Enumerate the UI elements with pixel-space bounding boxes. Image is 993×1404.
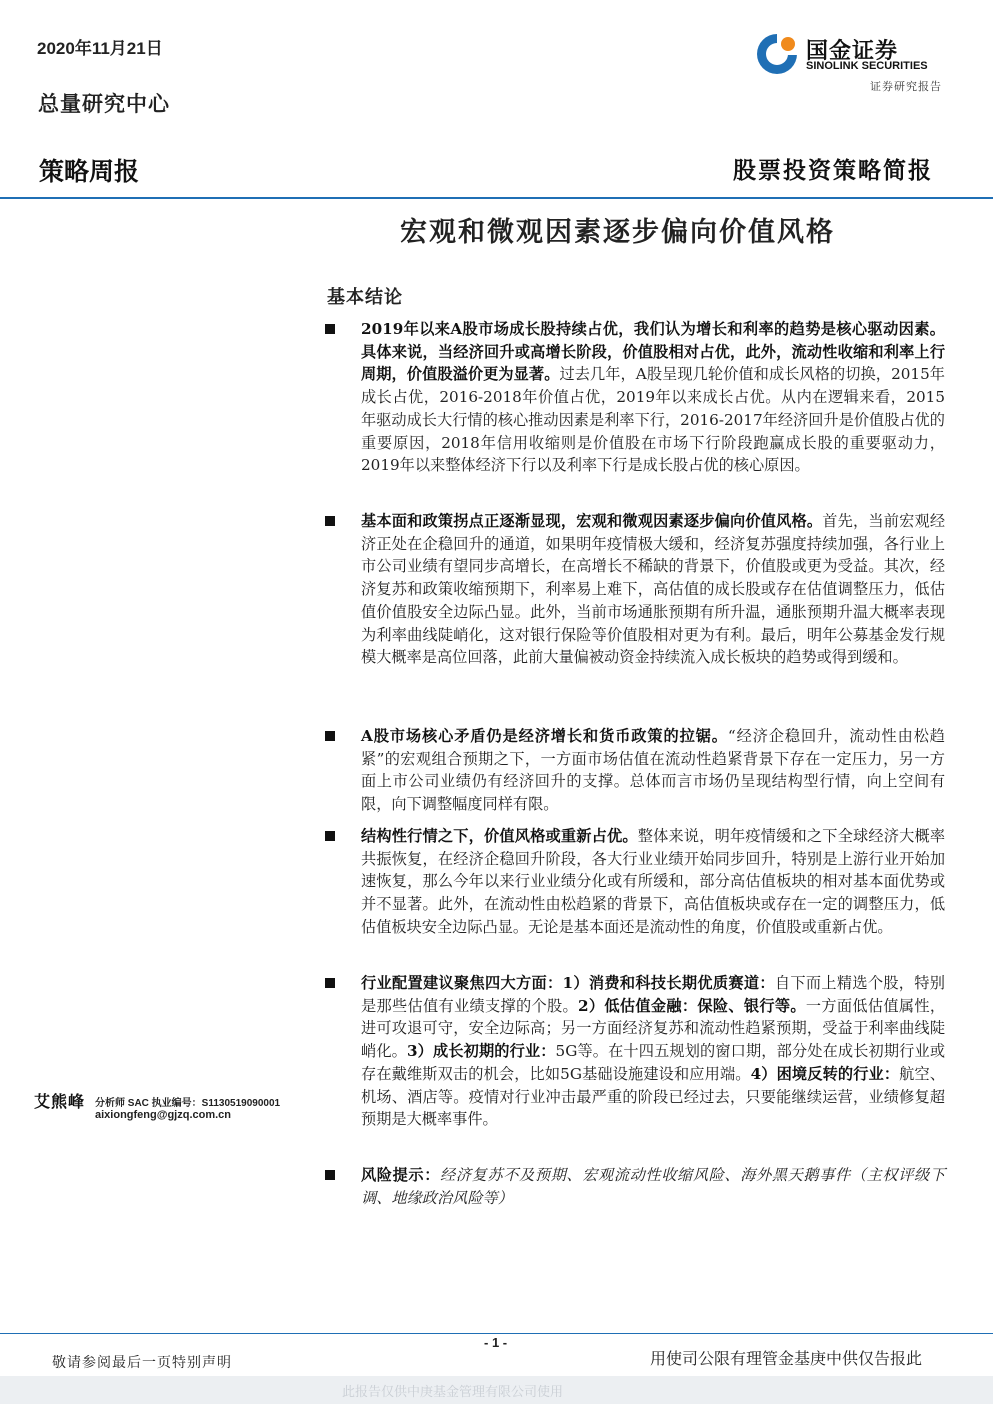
bullet-marker <box>325 831 335 841</box>
bullet-marker <box>325 978 335 988</box>
bullet-body: 首先，当前宏观经济正处在企稳回升的通道，如果明年疫情极大缓和，经济复苏强度持续加强，各行业上市公司业绩有望同步高增长，在高增长不稀缺的背景下，价值股或更为受益。其次，经济复苏和政策收缩预期下，利率易上难下，高估值的成长股或存在估值调整压力，低估值价值股安全边际凸显。此外，当前市场通胀预期有所升温，通胀预期升温大概率表现为利率曲线陡峭化，这对银行保险等价值股相对更为有利。最后，明年公募基金发行规模大概率是高位回落，此前大量偏被动资金持续流入成长板块的趋势或得到缓和。 <box>361 512 946 667</box>
report-title: 宏观和微观因素逐步偏向价值风格 <box>400 217 835 248</box>
bullet-bold: 4）困境反转的行业： <box>750 1064 900 1083</box>
report-date: 2020年11月21日 <box>37 39 163 58</box>
bullet-item <box>325 318 945 477</box>
page-number: - 1 - <box>484 1335 508 1350</box>
bullet-text <box>361 318 945 477</box>
bullet-item <box>325 825 945 939</box>
risk-text: 经济复苏不及预期、宏观流动性收缩风险、海外黑天鹅事件（主权评级下调、地缘政治风险等） <box>361 1166 946 1207</box>
bullet-marker <box>325 516 335 526</box>
bullet-body: 过去几年，A股呈现几轮价值和成长风格的切换，2015年成长占优，2016-2018年价值占优，2019年以来成长占优。从内在逻辑来看，2015年驱动成长大行情的核心推动因素是利率下行，2016-2017年经济回升是价值股占优的重要原因，2018年信用收缩则是价值股在市场下行阶段跑赢成长股的重要驱动力，2019年以来整体经济下行以及利率下行是成长股占优的核心原因。 <box>361 365 945 475</box>
bullet-bold: 结构性行情之下，价值风格或重新占优。 <box>361 827 638 845</box>
bullet-body: “经济企稳回升，流动性由松趋紧”的宏观组合预期之下，一方面市场估值在流动性趋紧背景下存在一定压力，另一方面上市公司业绩仍有经济回升的支撑。总体而言市场仍呈现结构型行情，向上空间有限，向下调整幅度同样有限。 <box>361 727 945 814</box>
author-credential: 分析师 SAC 执业编号：S1130519090001 <box>95 1098 281 1109</box>
conclusion-heading: 基本结论 <box>327 287 403 308</box>
bullet-body: 自下而上精选个股，特别是那些估值有业绩支撑的个股。 <box>361 974 945 1015</box>
bullet-marker <box>325 324 335 334</box>
bullet-bold: A股市场核心矛盾仍是经济增长和货币政策的拉锯。 <box>361 727 728 745</box>
bullet-bold: 行业配置建议聚焦四大方面：1）消费和科技长期优质赛道： <box>361 974 775 992</box>
bullet-body: 航空、机场、酒店等。疫情对行业冲击最严重的阶段已经过去，只要能继续运营，业绩修复超预期是大概率事件。 <box>361 1064 945 1129</box>
logo-name-en: SINOLINK SECURITIES <box>806 60 928 72</box>
report-type: 策略周报 <box>39 157 140 186</box>
bullet-bold: 基本面和政策拐点正逐渐显现，宏观和微观因素逐步偏向价值风格。 <box>361 512 823 530</box>
bullet-bold: 2019年以来A股市场成长股持续占优，我们认为增长和利率的趋势是核心驱动因素。具体来说，当经济回升或高增长阶段，价值股相对占优，此外，流动性收缩和利率上行周期，价值股溢价更为显著。 <box>361 320 945 384</box>
sinolink-logo-icon <box>754 32 800 76</box>
sinolink-logo <box>754 32 954 82</box>
bullet-bold: 风险提示： <box>361 1166 441 1184</box>
logo-subtitle: 证券研究报告 <box>870 80 942 93</box>
footer-license: 用使司公限有理管金基庚中供仅告报此 <box>650 1349 923 1368</box>
bullet-marker <box>325 1170 335 1180</box>
bullet-body: 一方面低估值属性，进可攻退可守，安全边际高；另一方面经济复苏和流动性趋紧预期，受益于利率曲线陡峭化。 <box>361 996 946 1061</box>
author-email[interactable]: aixiongfeng@gjzq.com.cn <box>95 1109 232 1121</box>
bullet-item <box>325 725 945 816</box>
research-center: 总量研究中心 <box>38 91 170 116</box>
bullet-bold: 2）低估值金融：保险、银行等。 <box>577 996 806 1015</box>
bullet-item <box>325 510 945 669</box>
bullet-body: 整体来说，明年疫情缓和之下全球经济大概率共振恢复，在经济企稳回升阶段，各大行业业绩开始同步回升，特别是上游行业开始加速恢复，那么今年以来行业业绩分化或有所缓和，部分高估值板块的相对基本面优势或并不显著。此外，在流动性由松趋紧的背景下，高估值板块或存在一定的调整压力，低估值板块安全边际凸显。无论是基本面还是流动性的角度，价值股或重新占优。 <box>361 827 946 936</box>
footer-disclaimer: 敬请参阅最后一页特别声明 <box>52 1355 232 1371</box>
bullet-text <box>361 725 945 816</box>
footer-divider <box>0 1333 993 1334</box>
bullet-text <box>361 972 945 1131</box>
bullet-text <box>361 825 945 939</box>
bullet-item <box>325 972 945 1131</box>
logo-name-cn: 国金证券 <box>806 39 899 64</box>
bullet-marker <box>325 731 335 741</box>
footer-watermark: 此报告仅供中庚基金管理有限公司使用 <box>342 1385 564 1400</box>
bullet-text <box>361 1164 945 1209</box>
header-divider <box>0 197 993 199</box>
bullet-item <box>325 1164 945 1209</box>
bullet-text <box>361 510 945 669</box>
bullet-body: 5G等。在十四五规划的窗口期，部分处在成长初期行业或存在戴维斯双击的机会，比如5G基础设施建设和应用端。 <box>361 1042 946 1083</box>
author-name: 艾熊峰 <box>34 1092 86 1111</box>
report-series: 股票投资策略简报 <box>733 157 933 184</box>
bullet-bold: 3）成长初期的行业： <box>406 1042 556 1061</box>
